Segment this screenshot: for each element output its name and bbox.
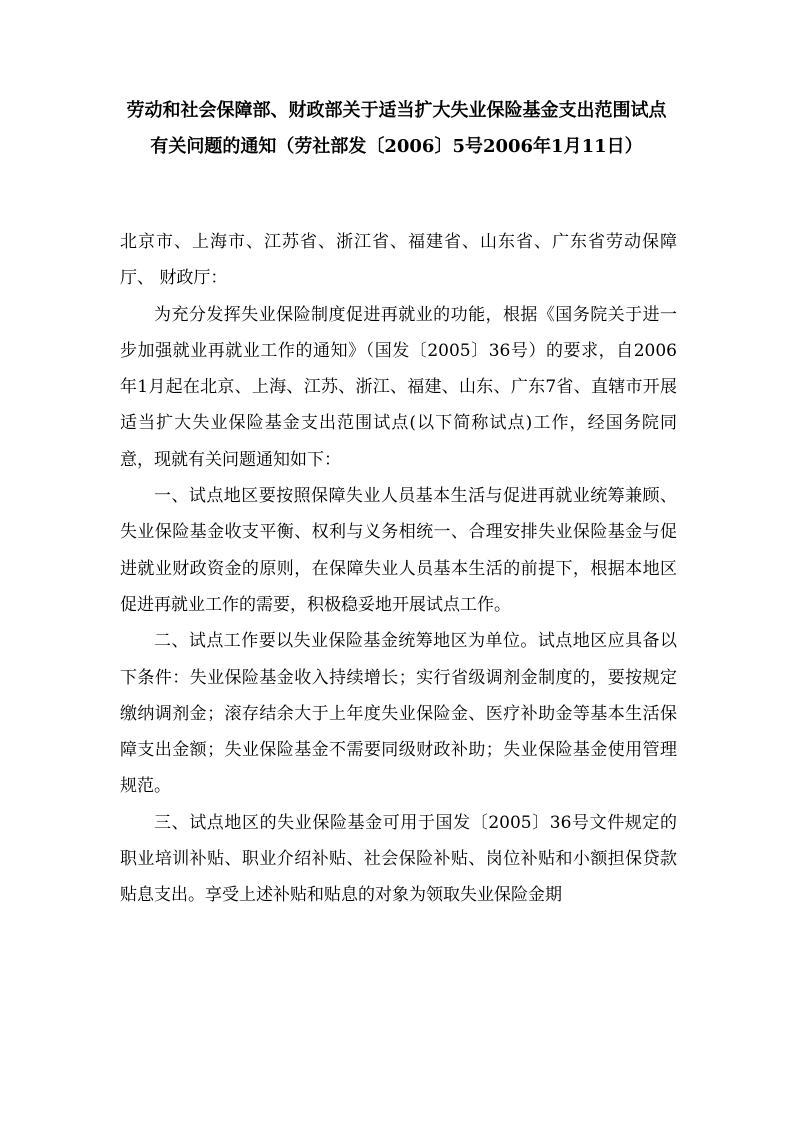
paragraph-item-2: 二、试点工作要以失业保险基金统筹地区为单位。试点地区应具备以下条件：失业保险基金收入持续增长；实行省级调剂金制度的，要按规定缴纳调剂金；滚存结余大于上年度失业保险金、医疗补助金等基本生活保障支出金额；失业保险基金不需要同级财政补助；失业保险基金使用管理规范。 — [120, 631, 677, 797]
document-body — [120, 224, 677, 914]
paragraph-item-1: 一、试点地区要按照保障失业人员基本生活与促进再就业统筹兼顾、失业保险基金收支平衡、权利与义务相统一、合理安排失业保险基金与促进就业财政资金的原则，在保障失业人员基本生活的前提下，根据本地区促进再就业工作的需要，积极稳妥地开展试点工作。 — [120, 486, 677, 615]
title-line-1: 劳动和社会保障部、财政部关于适当扩大失业保险基金支出范围试点 — [126, 100, 667, 121]
title-line-2: 有关问题的通知（劳社部发〔2006〕5号2006年1月11日） — [150, 136, 643, 157]
document-title — [100, 93, 693, 165]
paragraph-item-3: 三、试点地区的失业保险基金可用于国发〔2005〕36号文件规定的职业培训补贴、职业介绍补贴、社会保险补贴、岗位补贴和小额担保贷款贴息支出。享受上述补贴和贴息的对象为领取失业保险金期 — [120, 812, 677, 906]
addressee: 北京市、上海市、江苏省、浙江省、福建省、山东省、广东省劳动保障厅、 财政厅： — [120, 232, 677, 289]
paragraph-intro: 为充分发挥失业保险制度促进再就业的功能，根据《国务院关于进一步加强就业再就业工作的通知》（国发〔2005〕36号）的要求，自2006年1月起在北京、上海、江苏、浙江、福建、山东、广东7省、直辖市开展适当扩大失业保险基金支出范围试点(以下简称试点)工作，经国务院同意，现就有关问题通知如下： — [120, 304, 677, 470]
